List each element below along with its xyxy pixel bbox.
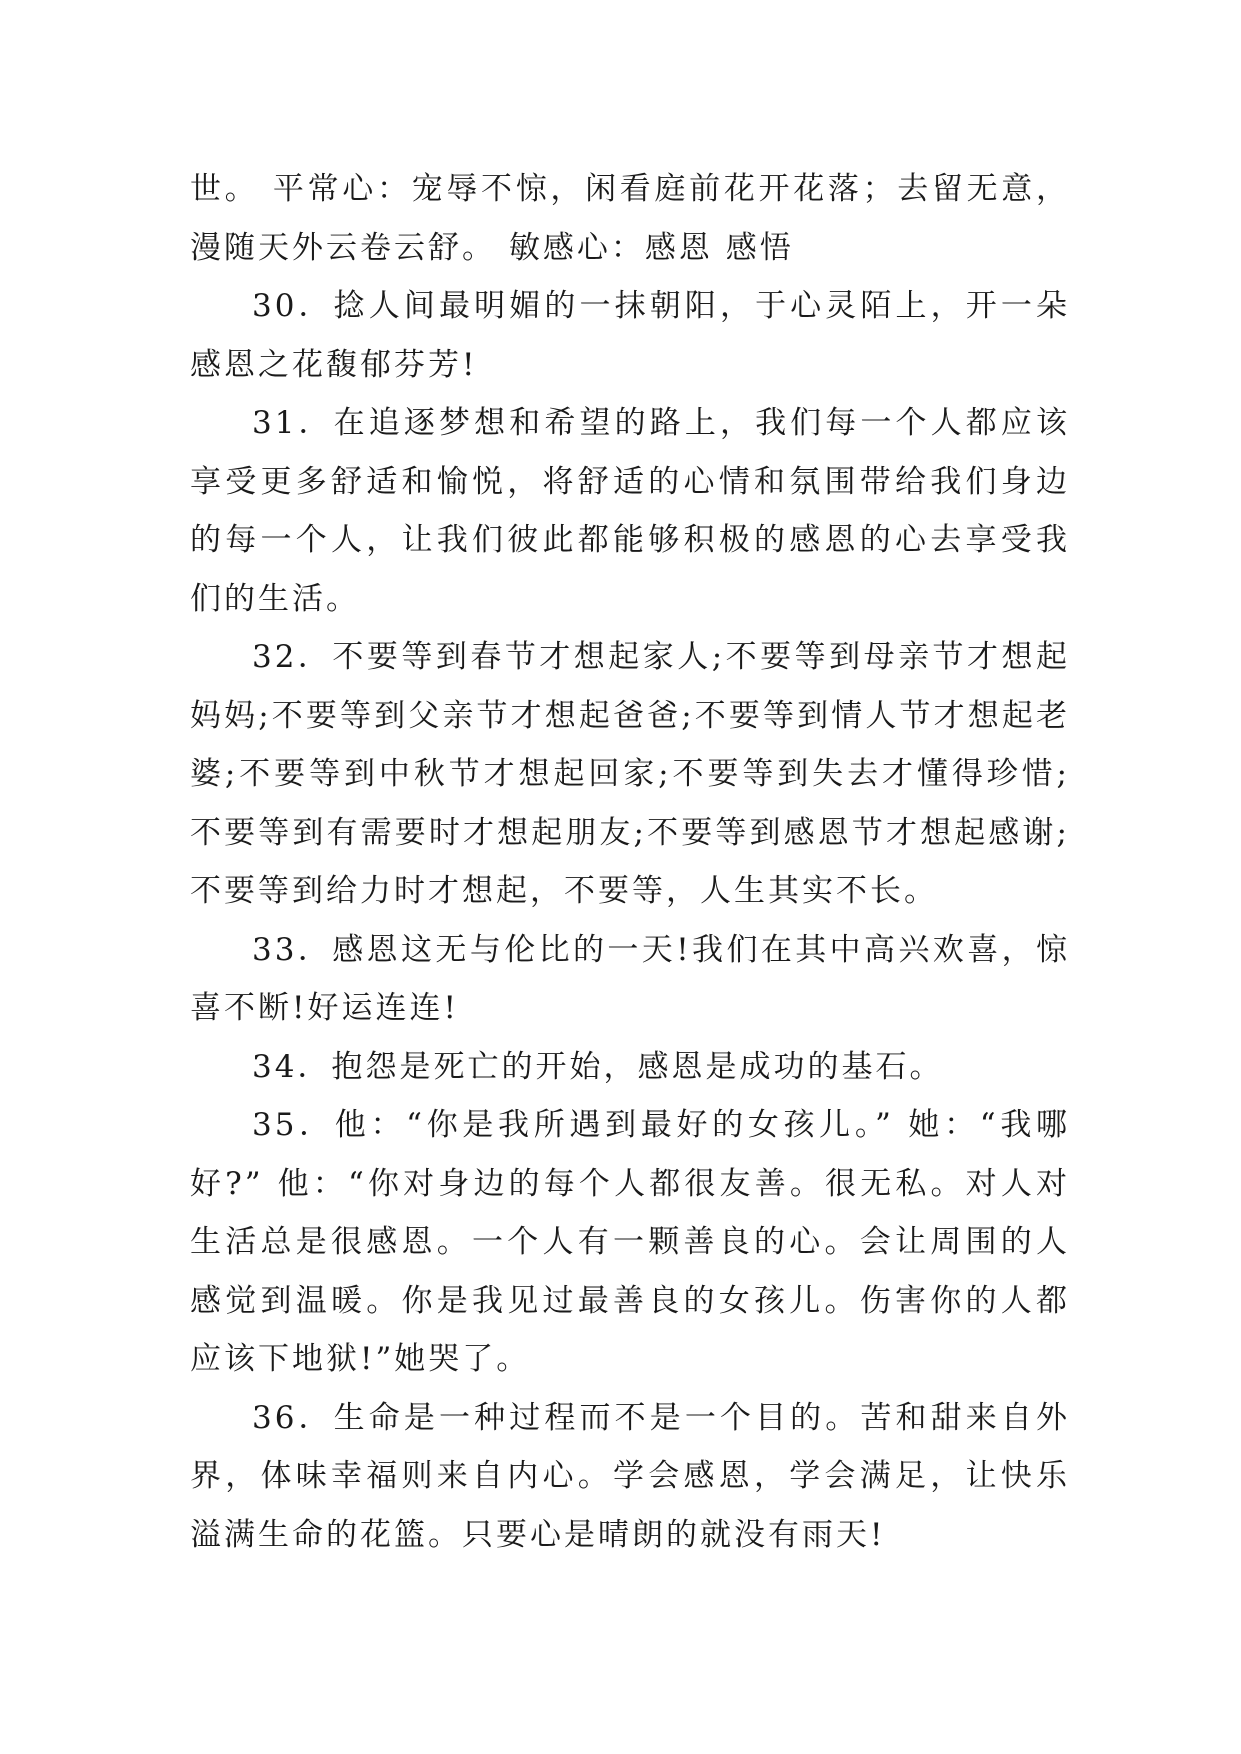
paragraph-35: 35．他：“你是我所遇到最好的女孩儿。” 她：“我哪好?” 他：“你对身边的每个人都很友善。很无私。对人对生活总是很感恩。一个人有一颗善良的心。会让周围的人感觉到温暖。你是我见过最善良的女孩儿。伤害你的人都应该下地狱!”她哭了。 bbox=[190, 1107, 1070, 1377]
paragraph-30: 30．捻人间最明媚的一抹朝阳，于心灵陌上，开一朵感恩之花馥郁芬芳! bbox=[190, 288, 1070, 383]
paragraph-33: 33．感恩这无与伦比的一天!我们在其中高兴欢喜，惊喜不断!好运连连! bbox=[190, 931, 1070, 1026]
paragraph-31: 31．在追逐梦想和希望的路上，我们每一个人都应该享受更多舒适和愉悦，将舒适的心情和氛围带给我们身边的每一个人，让我们彼此都能够积极的感恩的心去享受我们的生活。 bbox=[190, 405, 1070, 617]
paragraph-32: 32．不要等到春节才想起家人;不要等到母亲节才想起妈妈;不要等到父亲节才想起爸爸;不要等到情人节才想起老婆;不要等到中秋节才想起回家;不要等到失去才懂得珍惜;不要等到有需要时才想起朋友;不要等到感恩节才想起感谢;不要等到给力时才想起，不要等，人生其实不长。 bbox=[190, 639, 1070, 909]
paragraph-36: 36．生命是一种过程而不是一个目的。苦和甜来自外界，体味幸福则来自内心。学会感恩，学会满足，让快乐溢满生命的花篮。只要心是晴朗的就没有雨天! bbox=[190, 1399, 1070, 1553]
paragraph-continuation: 世。 平常心：宠辱不惊，闲看庭前花开花落；去留无意，漫随天外云卷云舒。 敏感心：感恩 感悟 bbox=[190, 171, 1070, 266]
document-body bbox=[190, 160, 1070, 1564]
paragraph-34: 34．抱怨是死亡的开始，感恩是成功的基石。 bbox=[252, 1048, 944, 1085]
